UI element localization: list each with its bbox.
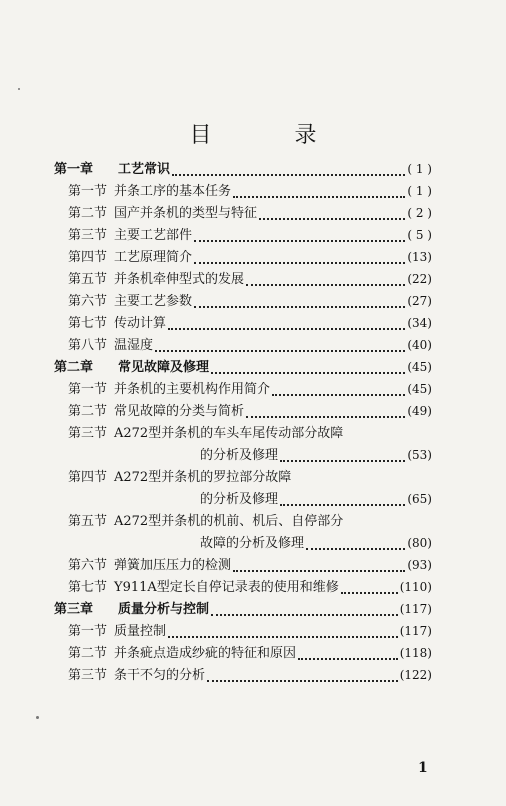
section-number: 第六节 xyxy=(68,558,108,573)
page-ref: (117) xyxy=(399,624,432,638)
leader-dots xyxy=(306,540,405,550)
section-title: 并条机的主要机构作用简介 xyxy=(114,382,271,397)
page-ref: (45) xyxy=(407,382,432,396)
scan-speck xyxy=(18,88,20,90)
page-ref: (53) xyxy=(407,448,432,462)
section-title: 国产并条机的类型与特征 xyxy=(114,206,258,221)
chapter-title: 工艺常识 xyxy=(118,162,171,177)
toc-entry[interactable] xyxy=(54,268,432,290)
leader-dots xyxy=(155,342,405,352)
toc-entry[interactable] xyxy=(54,642,432,664)
page-ref: (27) xyxy=(407,294,432,308)
toc-entry[interactable] xyxy=(54,180,432,202)
page-ref: (34) xyxy=(407,316,432,330)
toc-entry[interactable] xyxy=(54,290,432,312)
leader-dots xyxy=(168,320,405,330)
page-ref: (40) xyxy=(407,338,432,352)
section-title: A272型并条机的罗拉部分故障 xyxy=(114,470,292,485)
page-ref: (122) xyxy=(399,668,432,682)
section-title: 工艺原理简介 xyxy=(114,250,193,265)
toc-entry-continuation[interactable] xyxy=(54,488,432,510)
toc-entry[interactable] xyxy=(54,510,432,532)
leader-dots xyxy=(233,188,405,198)
toc-entry[interactable] xyxy=(54,422,432,444)
section-number: 第七节 xyxy=(68,580,108,595)
section-number: 第六节 xyxy=(68,294,108,309)
leader-dots xyxy=(280,452,405,462)
page-ref: ( 5 ) xyxy=(407,228,432,242)
leader-dots xyxy=(233,562,405,572)
chapter-title: 常见故障及修理 xyxy=(118,360,210,375)
section-title-continued: 的分析及修理 xyxy=(200,448,279,463)
section-title: Y911A型定长自停记录表的使用和维修 xyxy=(114,580,339,595)
leader-dots xyxy=(211,606,398,616)
chapter-number: 第二章 xyxy=(54,360,94,375)
section-title-continued: 的分析及修理 xyxy=(200,492,279,507)
page-title: 目 录 xyxy=(189,123,355,148)
section-title: 并条机牵伸型式的发展 xyxy=(114,272,245,287)
leader-dots xyxy=(168,628,398,638)
section-title: A272型并条机的机前、机后、自停部分 xyxy=(114,514,344,529)
page-ref: ( 1 ) xyxy=(407,162,432,176)
section-title: 并条疵点造成纱疵的特征和原因 xyxy=(114,646,297,661)
section-number: 第三节 xyxy=(68,228,108,243)
leader-dots xyxy=(172,166,405,176)
page-ref: (117) xyxy=(399,602,432,616)
page-ref: (49) xyxy=(407,404,432,418)
section-number: 第五节 xyxy=(68,272,108,287)
table-of-contents xyxy=(54,158,432,686)
section-number: 第三节 xyxy=(68,668,108,683)
section-number: 第二节 xyxy=(68,206,108,221)
toc-entry[interactable] xyxy=(54,620,432,642)
section-number: 第四节 xyxy=(68,470,108,485)
toc-entry[interactable] xyxy=(54,664,432,686)
leader-dots xyxy=(246,276,405,286)
leader-dots xyxy=(246,408,405,418)
toc-entry[interactable] xyxy=(54,202,432,224)
section-title: 主要工艺部件 xyxy=(114,228,193,243)
leader-dots xyxy=(341,584,398,594)
leader-dots xyxy=(207,672,398,682)
page-ref: (93) xyxy=(407,558,432,572)
leader-dots xyxy=(280,496,405,506)
section-number: 第七节 xyxy=(68,316,108,331)
page-ref: (118) xyxy=(399,646,432,660)
page-ref: (65) xyxy=(407,492,432,506)
section-number: 第一节 xyxy=(68,382,108,397)
section-number: 第二节 xyxy=(68,404,108,419)
toc-entry[interactable] xyxy=(54,400,432,422)
leader-dots xyxy=(298,650,398,660)
toc-entry[interactable] xyxy=(54,246,432,268)
leader-dots xyxy=(272,386,405,396)
leader-dots xyxy=(194,232,405,242)
page-ref: ( 2 ) xyxy=(407,206,432,220)
section-title: 质量控制 xyxy=(114,624,167,639)
section-number: 第一节 xyxy=(68,184,108,199)
section-title: 常见故障的分类与简析 xyxy=(114,404,245,419)
leader-dots xyxy=(259,210,405,220)
page-ref: (13) xyxy=(407,250,432,264)
section-number: 第四节 xyxy=(68,250,108,265)
toc-entry[interactable] xyxy=(54,224,432,246)
toc-chapter[interactable] xyxy=(54,158,432,180)
toc-entry[interactable] xyxy=(54,378,432,400)
toc-entry[interactable] xyxy=(54,334,432,356)
page-ref: ( 1 ) xyxy=(407,184,432,198)
chapter-title: 质量分析与控制 xyxy=(118,602,210,617)
section-title: 主要工艺参数 xyxy=(114,294,193,309)
toc-entry-continuation[interactable] xyxy=(54,532,432,554)
section-title: 传动计算 xyxy=(114,316,167,331)
section-title: 并条工序的基本任务 xyxy=(114,184,232,199)
toc-entry[interactable] xyxy=(54,466,432,488)
section-number: 第八节 xyxy=(68,338,108,353)
section-number: 第五节 xyxy=(68,514,108,529)
page-ref: (110) xyxy=(399,580,432,594)
page-ref: (45) xyxy=(407,360,432,374)
toc-chapter[interactable] xyxy=(54,598,432,620)
leader-dots xyxy=(194,254,405,264)
toc-chapter[interactable] xyxy=(54,356,432,378)
chapter-number: 第三章 xyxy=(54,602,94,617)
toc-entry-continuation[interactable] xyxy=(54,444,432,466)
page-ref: (80) xyxy=(407,536,432,550)
leader-dots xyxy=(211,364,405,374)
section-number: 第二节 xyxy=(68,646,108,661)
page-number: 1 xyxy=(418,760,428,776)
section-title-continued: 故障的分析及修理 xyxy=(200,536,305,551)
section-title: A272型并条机的车头车尾传动部分故障 xyxy=(114,426,344,441)
toc-entry[interactable] xyxy=(54,312,432,334)
toc-entry[interactable] xyxy=(54,576,432,598)
section-title: 条干不匀的分析 xyxy=(114,668,206,683)
section-number: 第三节 xyxy=(68,426,108,441)
leader-dots xyxy=(194,298,405,308)
scan-speck xyxy=(36,716,39,719)
page-ref: (22) xyxy=(407,272,432,286)
section-title: 弹簧加压压力的检测 xyxy=(114,558,232,573)
toc-entry[interactable] xyxy=(54,554,432,576)
chapter-number: 第一章 xyxy=(54,162,94,177)
section-number: 第一节 xyxy=(68,624,108,639)
section-title: 温湿度 xyxy=(114,338,154,353)
